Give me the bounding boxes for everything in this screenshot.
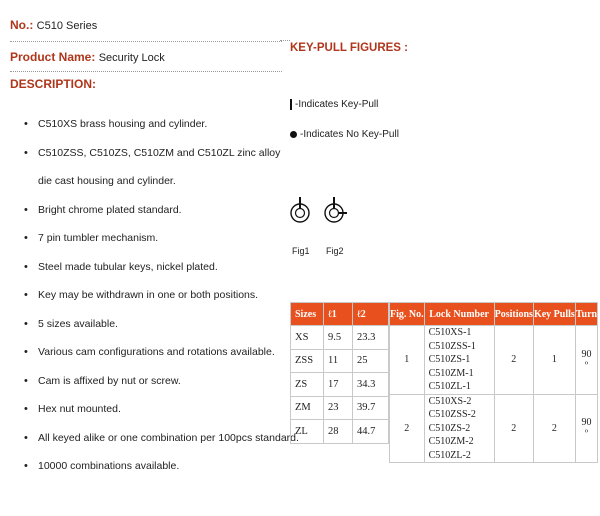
feature-item: • 7 pin tumbler mechanism.: [24, 224, 284, 253]
divider: [10, 71, 282, 72]
table-cell: 11: [324, 349, 353, 373]
feature-item: • Cam is affixed by nut or screw.: [24, 367, 284, 396]
fig-number-cell: 1: [390, 326, 425, 395]
positions-cell: 2: [494, 394, 533, 463]
table-row: [291, 349, 389, 373]
feature-item: • 10000 combinations available.: [24, 452, 284, 481]
fig-number-cell: 2: [390, 394, 425, 463]
column-header: ℓ1: [324, 303, 353, 326]
lock-number-cell: [424, 394, 494, 463]
divider: [280, 40, 290, 41]
feature-item: • Key may be withdrawn in one or both positions.: [24, 281, 284, 310]
feature-item-continuation: die cast housing and cylinder.: [38, 175, 176, 187]
fig2-caption: Fig2: [326, 246, 344, 256]
column-header: ℓ2: [353, 303, 389, 326]
column-header: Key Pulls: [533, 303, 575, 326]
legend-key-pull-text: -Indicates Key-Pull: [295, 99, 379, 110]
lock-number-cell: [424, 326, 494, 395]
key-pull-bar-icon: [290, 99, 292, 110]
sizes-table: [290, 302, 389, 444]
feature-item: • All keyed alike or one combination per 100pcs standard.: [24, 424, 284, 453]
table-cell: ZS: [291, 373, 324, 397]
product-value: Security Lock: [98, 52, 165, 64]
legend-key-pull: [290, 99, 378, 110]
table-cell: ZL: [291, 420, 324, 444]
lock-number-line: C510XS-1 C510ZSS-1: [428, 327, 476, 352]
feature-list: [24, 110, 299, 481]
fig1-caption: Fig1: [292, 246, 310, 256]
feature-item: • C510XS brass housing and cylinder.: [24, 110, 284, 139]
table-cell: 34.3: [353, 373, 389, 397]
table-row: [291, 326, 389, 350]
lock-number-line: C510ZS-1 C510ZM-1: [428, 354, 474, 379]
table-row: [390, 326, 598, 395]
divider: [10, 41, 282, 42]
legend-no-key-pull-text: -Indicates No Key-Pull: [300, 129, 399, 140]
column-header: Positions: [494, 303, 533, 326]
column-header: Lock Number: [424, 303, 494, 326]
feature-item: • C510ZSS, C510ZS, C510ZM and C510ZL zinc alloy: [24, 139, 284, 168]
key-pulls-cell: 2: [533, 394, 575, 463]
table-cell: ZSS: [291, 349, 324, 373]
figures-table: [389, 302, 598, 463]
lock-number-line: C510XS-2 C510ZSS-2: [428, 395, 476, 420]
table-row: [291, 420, 389, 444]
column-header: Fig. No.: [390, 303, 425, 326]
legend-no-key-pull: [290, 129, 399, 140]
turn-cell: 90 º: [575, 326, 597, 395]
table-cell: 28: [324, 420, 353, 444]
table-cell: ZM: [291, 396, 324, 420]
feature-item: • 5 sizes available.: [24, 310, 284, 339]
column-header: Turn: [575, 303, 597, 326]
table-row: [291, 396, 389, 420]
lock-number-line: C510ZL-2: [428, 449, 471, 461]
table-cell: 25: [353, 349, 389, 373]
table-cell: XS: [291, 326, 324, 350]
feature-item: • Hex nut mounted.: [24, 395, 284, 424]
turn-cell: 90 º: [575, 394, 597, 463]
table-cell: 39.7: [353, 396, 389, 420]
lock-number-line: C510ZL-1: [428, 381, 471, 392]
no-label: No.:: [10, 18, 34, 32]
fig2-diagram-icon: [322, 193, 348, 233]
product-label: Product Name:: [10, 50, 96, 64]
description-heading: DESCRIPTION:: [10, 77, 97, 91]
table-header-row: [390, 303, 598, 326]
no-key-pull-dot-icon: [290, 131, 297, 138]
positions-cell: 2: [494, 326, 533, 395]
feature-item: • Various cam configurations and rotations available.: [24, 338, 284, 367]
table-row: [291, 373, 389, 397]
table-cell: 9.5: [324, 326, 353, 350]
product-line: [10, 50, 165, 64]
table-cell: 23.3: [353, 326, 389, 350]
fig1-diagram-icon: [288, 193, 312, 233]
table-header-row: [291, 303, 389, 326]
no-value: C510 Series: [36, 20, 98, 32]
key-pulls-cell: 1: [533, 326, 575, 395]
table-cell: 23: [324, 396, 353, 420]
lock-number-line: C510ZS-2 C510ZM-2: [428, 422, 474, 447]
table-cell: 44.7: [353, 420, 389, 444]
table-row: [390, 394, 598, 463]
column-header: Sizes: [291, 303, 324, 326]
table-cell: 17: [324, 373, 353, 397]
feature-item: • Steel made tubular keys, nickel plated.: [24, 253, 284, 282]
key-pull-heading: KEY-PULL FIGURES :: [290, 42, 408, 54]
feature-item: • Bright chrome plated standard.: [24, 196, 284, 225]
series-line: [10, 18, 97, 32]
